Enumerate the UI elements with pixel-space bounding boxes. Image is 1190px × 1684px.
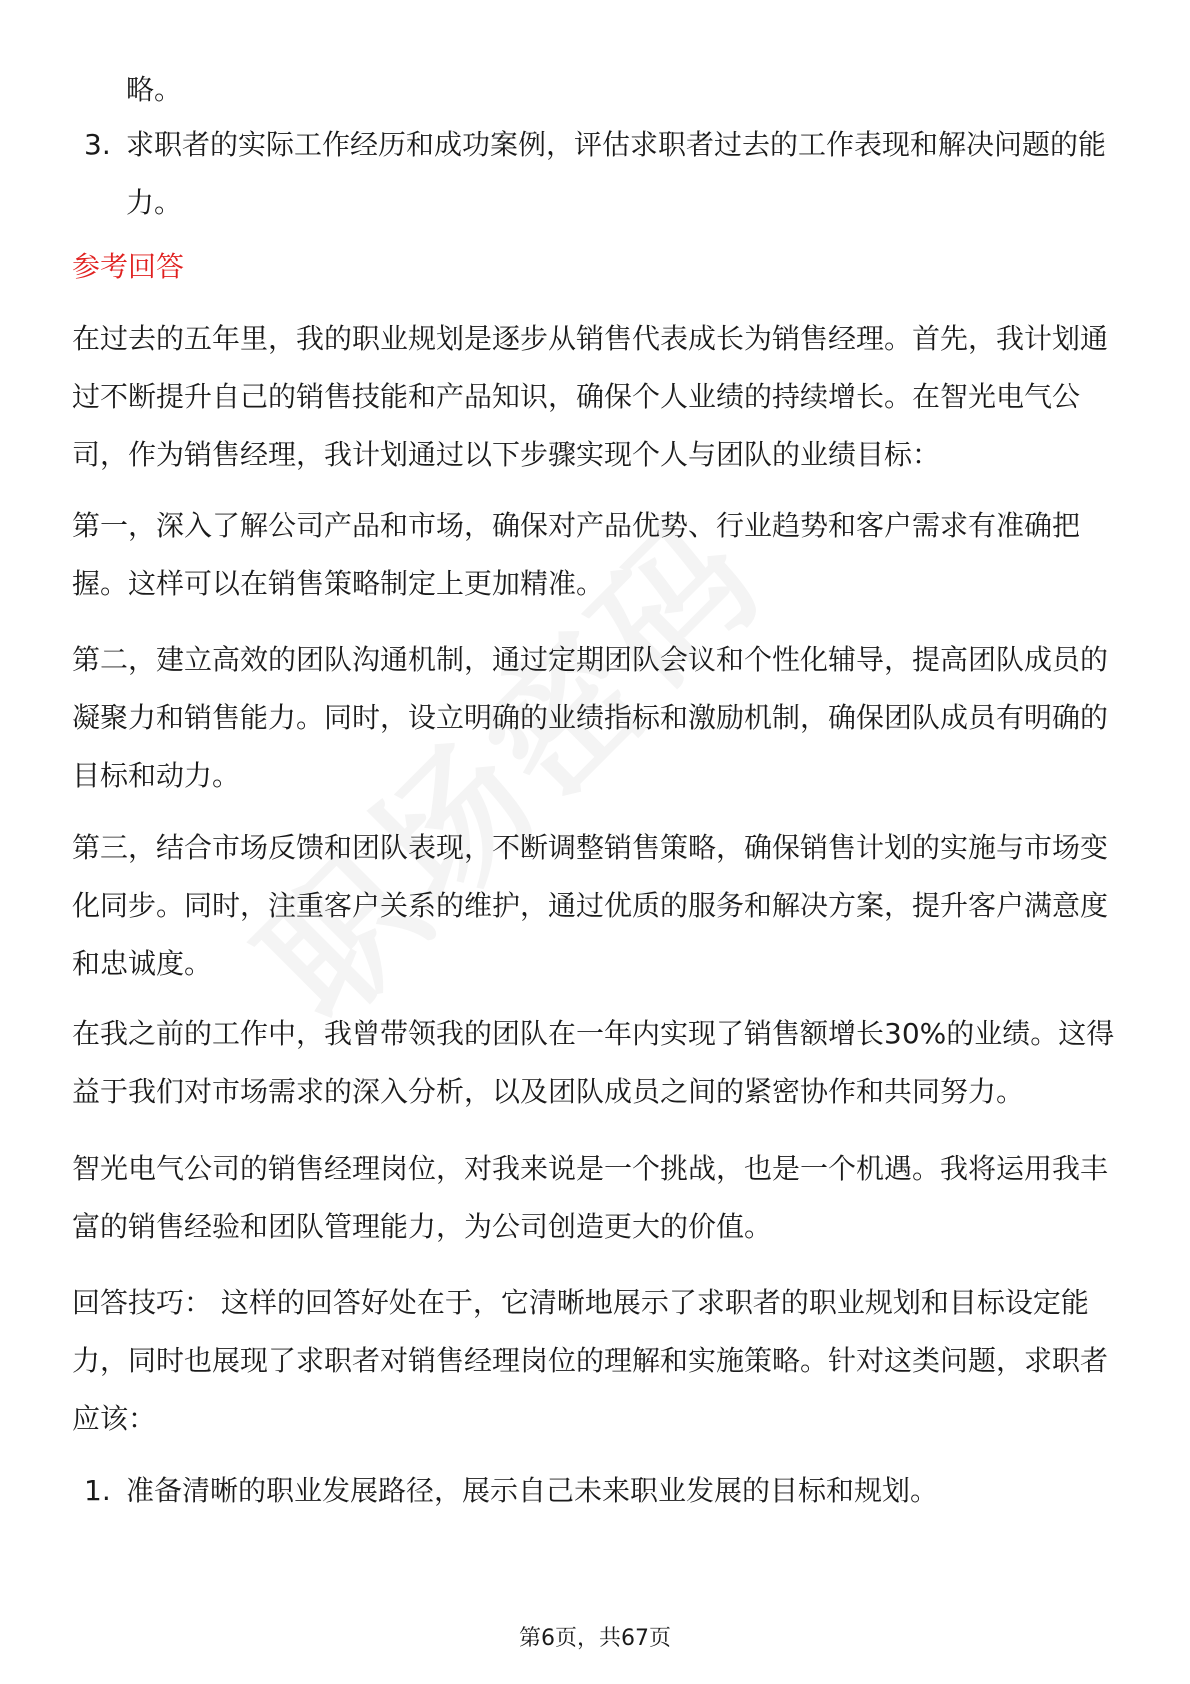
answer-heading: 参考回答 (72, 250, 185, 283)
answer-paragraph-2: 第一，深入了解公司产品和市场，确保对产品优势、行业趋势和客户需求有准确把握。这样可以在销售策略制定上更加精准。 (72, 509, 1081, 600)
list-number: 1. (84, 1474, 111, 1507)
list-item-text: 求职者的实际工作经历和成功案例，评估求职者过去的工作表现和解决问题的能力。 (126, 128, 1107, 219)
list-item-text: 准备清晰的职业发展路径，展示自己未来职业发展的目标和规划。 (126, 1474, 939, 1507)
tip-item-1 (72, 1462, 1122, 1520)
page-number-footer: 第6页，共67页 (519, 1626, 671, 1651)
answer-tips-paragraph: 回答技巧： 这样的回答好处在于，它清晰地展示了求职者的职业规划和目标设定能力，同时也展现了求职者对销售经理岗位的理解和实施策略。针对这类问题，求职者应该： (72, 1286, 1109, 1435)
question-item-3 (72, 116, 1122, 232)
list-item-text: 略。 (126, 73, 183, 106)
answer-paragraph-3: 第二，建立高效的团队沟通机制，通过定期团队会议和个性化辅导，提高团队成员的凝聚力和销售能力。同时，设立明确的业绩指标和激励机制，确保团队成员有明确的目标和动力。 (72, 643, 1109, 792)
answer-paragraph-5: 在我之前的工作中，我曾带领我的团队在一年内实现了销售额增长30%的业绩。这得益于我们对市场需求的深入分析，以及团队成员之间的紧密协作和共同努力。 (72, 1017, 1115, 1108)
answer-paragraph-4: 第三，结合市场反馈和团队表现，不断调整销售策略，确保销售计划的实施与市场变化同步。同时，注重客户关系的维护，通过优质的服务和解决方案，提升客户满意度和忠诚度。 (72, 831, 1109, 980)
answer-paragraph-6: 智光电气公司的销售经理岗位，对我来说是一个挑战，也是一个机遇。我将运用我丰富的销售经验和团队管理能力，为公司创造更大的价值。 (72, 1152, 1109, 1243)
answer-paragraph-1: 在过去的五年里，我的职业规划是逐步从销售代表成长为销售经理。首先，我计划通过不断提升自己的销售技能和产品知识，确保个人业绩的持续增长。在智光电气公司，作为销售经理，我计划通过以下步骤实现个人与团队的业绩目标： (72, 322, 1109, 471)
list-item-continuation (72, 61, 1122, 119)
list-number: 3. (84, 128, 111, 161)
